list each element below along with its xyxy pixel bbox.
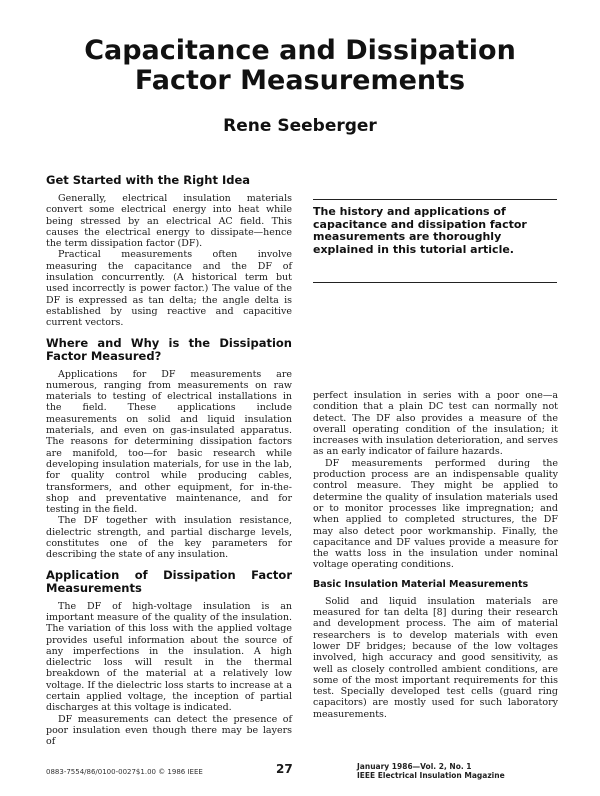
- issue-info: [357, 762, 505, 780]
- right-column: [313, 390, 558, 720]
- paragraph: Solid and liquid insulation materials are measured for tan delta [8] during their research and development process. The aim of material researchers is to develop materials with even lower DF bridges; because of the low voltages involved, high accuracy and good sensitivity, as well as closely controlled ambient conditions, are some of the most important requirements for this test. Specially developed test cells (guard ring capacitors) are mostly used for such laboratory measurements.: [313, 595, 558, 720]
- article-title: [40, 36, 560, 96]
- author-name: Rene Seeberger: [223, 116, 377, 136]
- paragraph: The DF of high-voltage insulation is an important measure of the quality of the insulation. The variation of this loss with the applied voltage provides useful information about the source of any imperfections in the insulation. A high dielectric loss will result in the thermal breakdown of the material at a relatively low voltage. If the dielectric loss starts to increase at a certain applied voltage, the inception of partial discharges at this voltage is indicated.: [46, 600, 292, 714]
- pull-quote: The history and applications of capacitance and dissipation factor measurements are thoroughly explained in this tutorial article.: [313, 199, 557, 283]
- paragraph: perfect insulation in series with a poor one—a condition that a plain DC test can normally not detect. The DF also provides a measure of the overall operating condition of the insulation; it increases with insulation deterioration, and serves as an early indicator of failure hazards.: [313, 390, 558, 458]
- heading-where-and-why: Where and Why is the Dissipation Factor Measured?: [46, 335, 292, 363]
- heading-application: Application of Dissipation Factor Measurements: [46, 567, 292, 595]
- heading-get-started: Get Started with the Right Idea: [46, 173, 251, 187]
- title-line-1: Capacitance and Dissipation: [84, 35, 516, 66]
- title-line-2: Factor Measurements: [134, 65, 466, 96]
- paragraph: Generally, electrical insulation materials convert some electrical energy into heat while being stressed by an electrical AC field. This causes the electrical energy to dissipate—hence the term dissipation factor (DF).: [46, 193, 292, 250]
- heading-basic-insulation: Basic Insulation Material Measurements: [313, 578, 529, 590]
- paragraph: Applications for DF measurements are numerous, ranging from measurements on raw materials to testing of electrical installations in the field. These applications include measurements on solid and liquid insulation materials, and even on gas-insulated apparatus. The reasons for determining dissipation factors are manifold, too—for basic research while developing insulation materials, for use in the lab, for quality control while producing cables, transformers, and other equipment, for in-the-shop and preventative maintenance, and for testing in the field.: [46, 368, 292, 516]
- magazine-name: IEEE Electrical Insulation Magazine: [357, 771, 505, 780]
- left-column: [46, 174, 292, 747]
- paragraph: DF measurements performed during the production process are an indispensable quality control measure. They might be applied to determine the quality of insulation materials used or to monitor processes like impregnation; and when applied to completed structures, the DF may also detect poor workmanship. Finally, the capacitance and DF values provide a measure for the watts loss in the insulation under nominal voltage operating conditions.: [313, 457, 558, 571]
- copyright-code: 0883-7554/86/0100-0027$1.00 © 1986 IEEE: [46, 768, 203, 776]
- paragraph: Practical measurements often involve measuring the capacitance and the DF of insulation concurrently. (A historical term but used incorrectly is power factor.) The value of the DF is expressed as tan delta; the angle delta is established by using reactive and capacitive current vectors.: [46, 249, 292, 329]
- paragraph: The DF together with insulation resistance, dielectric strength, and partial discharge levels, constitutes one of the key parameters for describing the state of any insulation.: [46, 515, 292, 561]
- page-number: 27: [276, 762, 293, 776]
- issue-date: January 1986—Vol. 2, No. 1: [357, 762, 472, 771]
- paragraph: DF measurements can detect the presence of poor insulation even though there may be layers of: [46, 713, 292, 748]
